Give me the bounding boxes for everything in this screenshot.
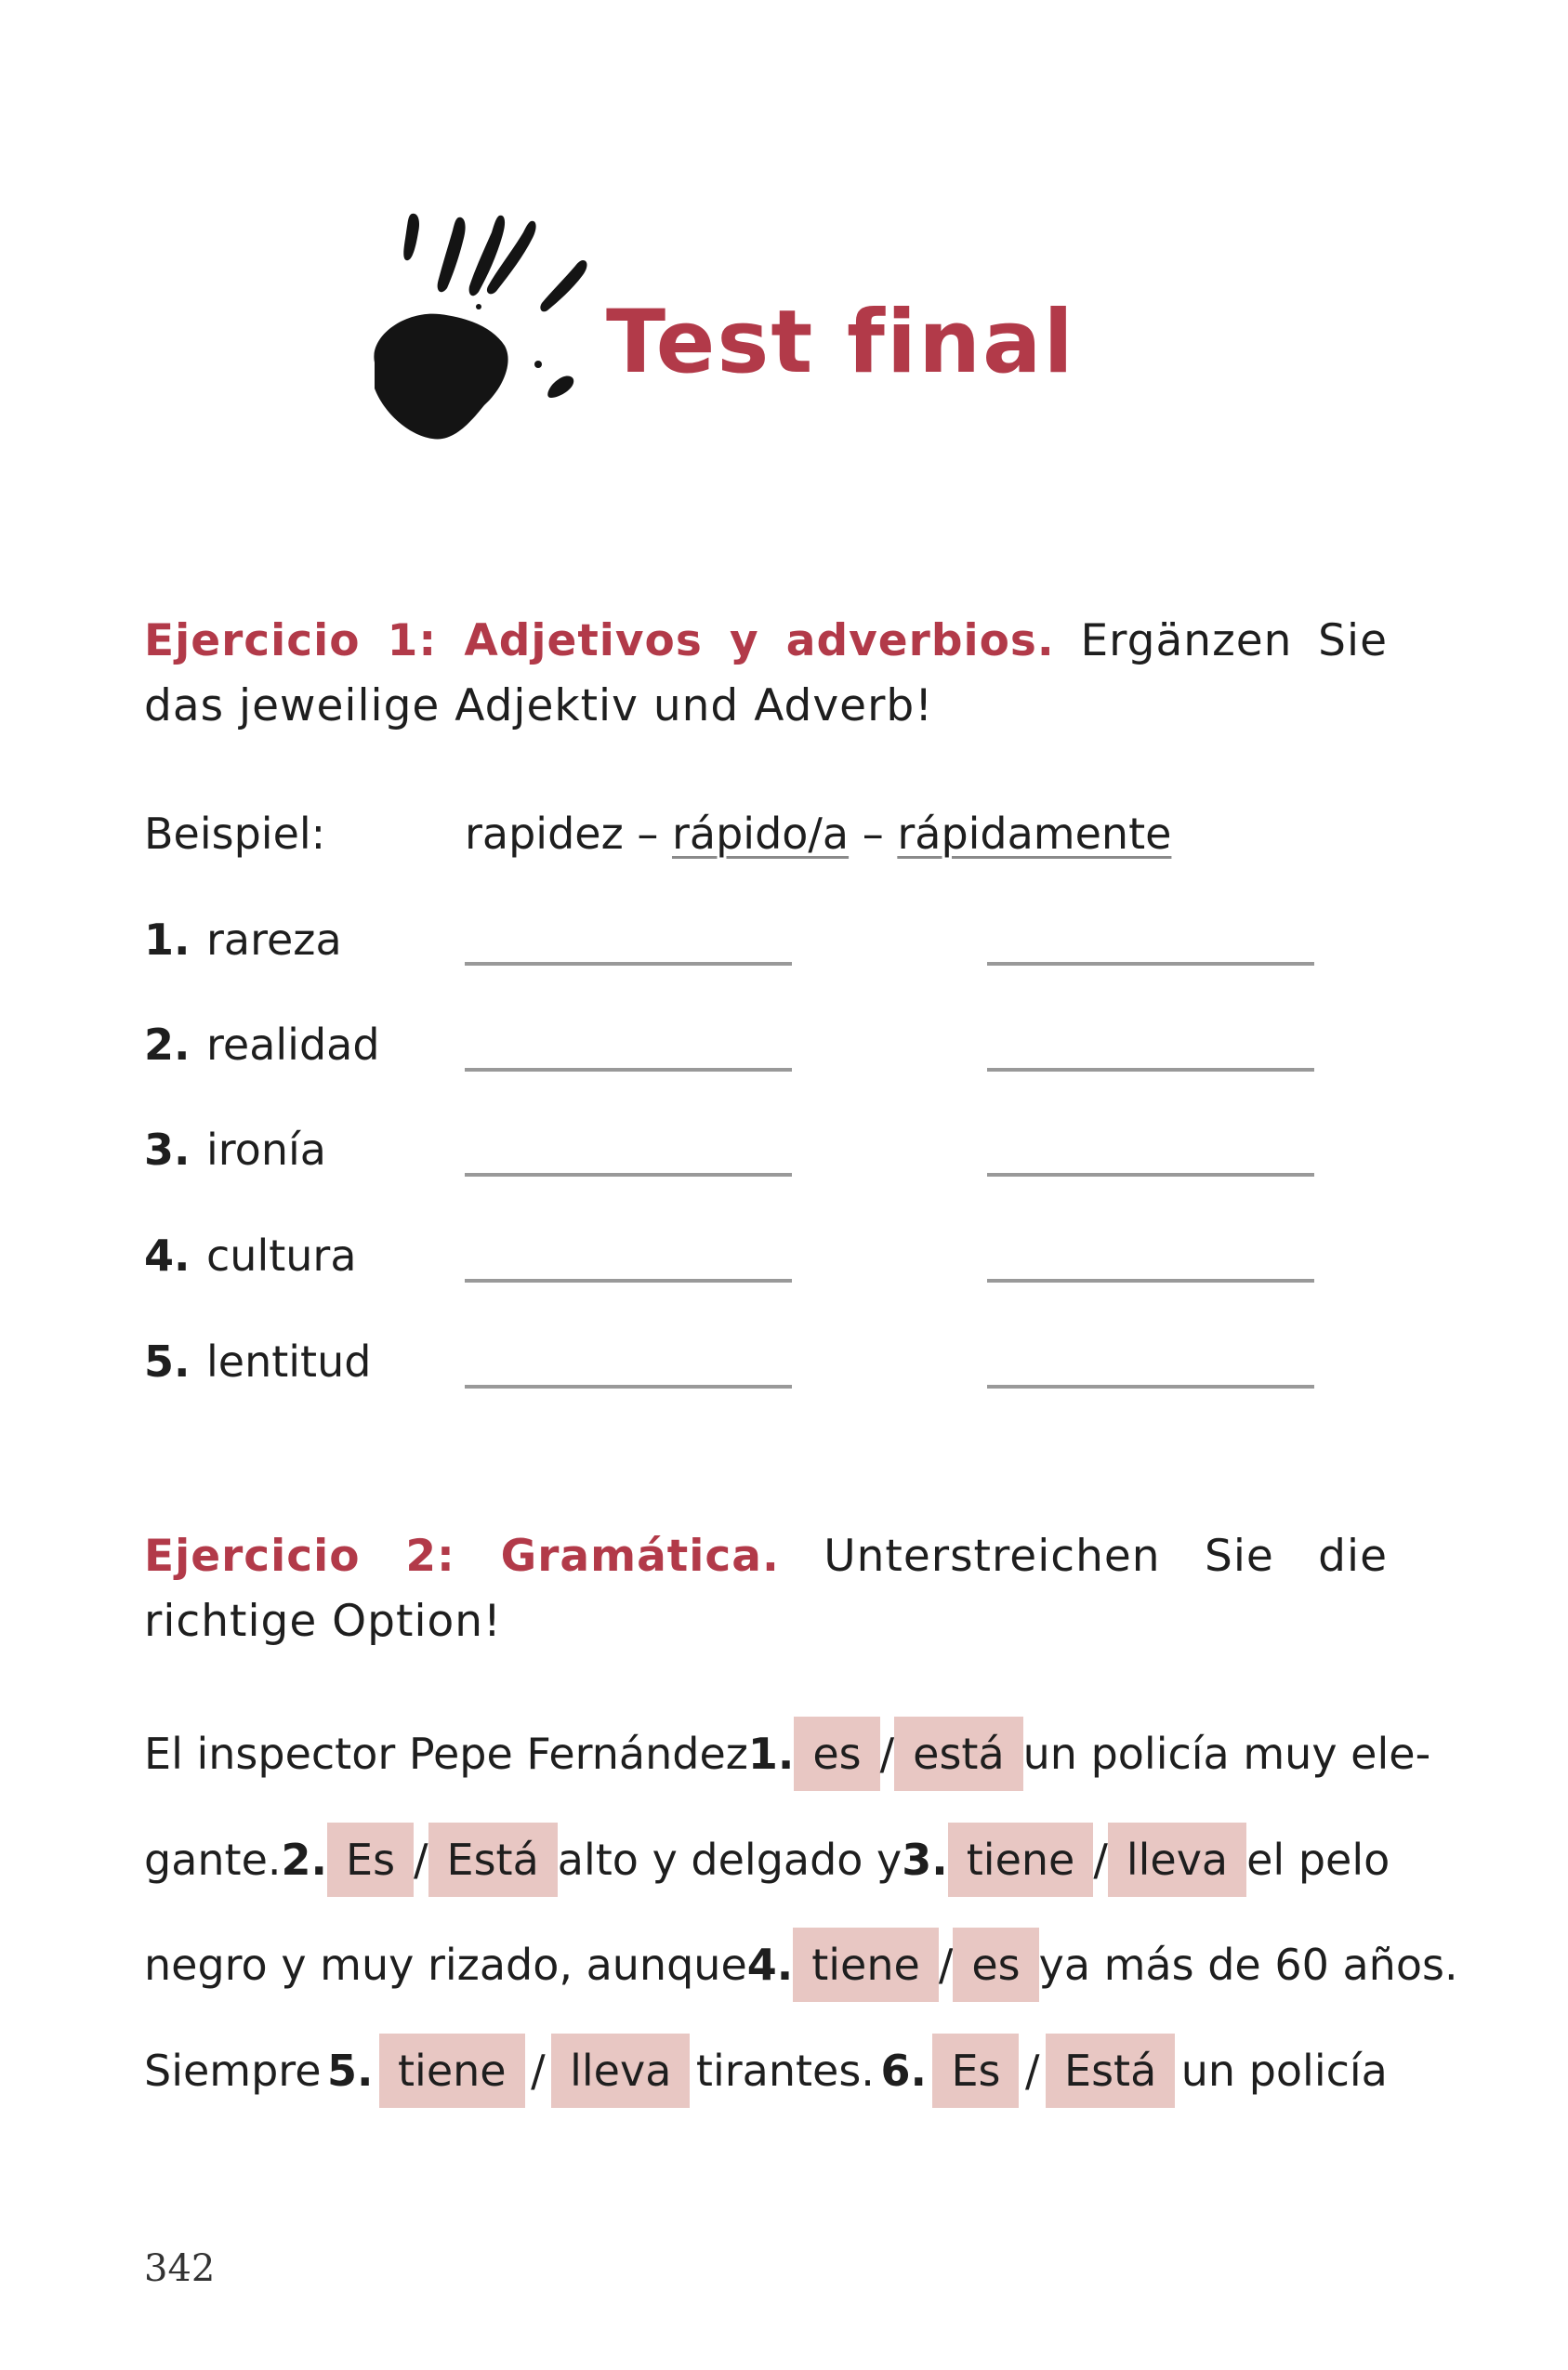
question-number: 4. (746, 1940, 794, 1990)
text-segment: Siempre (144, 2046, 322, 2096)
example-noun: rapidez (465, 809, 624, 859)
exercise-2-heading (144, 1524, 1388, 1654)
text-segment: un policía muy ele- (1022, 1729, 1431, 1779)
example-answer (465, 809, 1172, 859)
adjective-blank[interactable] (465, 1173, 792, 1177)
paragraph-line (144, 1717, 1431, 1791)
text-segment: tirantes. (695, 2046, 875, 2096)
example-dash: – (637, 809, 659, 859)
option-tiene[interactable]: tiene (948, 1823, 1094, 1897)
question-number: 5. (327, 2046, 374, 2096)
paragraph-line (144, 1823, 1388, 1897)
option-es[interactable]: Es (932, 2034, 1019, 2108)
option-tiene[interactable]: tiene (379, 2034, 525, 2108)
item-word: realidad (206, 1020, 380, 1070)
item-word: lentitud (206, 1336, 372, 1387)
adjective-blank[interactable] (465, 1279, 792, 1283)
option-es[interactable]: Es (327, 1823, 414, 1897)
option-esta[interactable]: Está (428, 1823, 558, 1897)
text-segment: el pelo (1246, 1835, 1390, 1885)
item-word: rareza (206, 915, 342, 965)
adverb-blank[interactable] (987, 962, 1314, 966)
exercise-1-title: Ejercicio 1: Adjetivos y adverbios. (144, 615, 1055, 666)
adjective-blank[interactable] (465, 962, 792, 966)
option-tiene[interactable]: tiene (793, 1928, 939, 2002)
item-number: 4. (144, 1231, 191, 1281)
question-number: 3. (902, 1835, 948, 1885)
question-number: 6. (880, 2046, 927, 2096)
text-segment: El inspector Pepe Fernández (144, 1729, 748, 1779)
option-separator: / (1024, 2046, 1040, 2096)
adverb-blank[interactable] (987, 1173, 1314, 1177)
option-es[interactable]: es (953, 1928, 1038, 2002)
item-word: ironía (206, 1125, 326, 1175)
page-title: Test final (606, 292, 1075, 393)
option-es[interactable]: es (794, 1717, 879, 1791)
item-number: 3. (144, 1125, 191, 1175)
option-separator: / (531, 2046, 546, 2096)
paragraph-line (144, 2034, 1388, 2108)
item-number: 5. (144, 1336, 191, 1387)
text-segment: negro y muy rizado, aunque (144, 1940, 747, 1990)
option-separator: / (414, 1835, 428, 1885)
question-number: 2. (281, 1835, 327, 1885)
example-dash: – (862, 809, 884, 859)
adjective-blank[interactable] (465, 1385, 792, 1389)
handprint-logo (367, 206, 604, 450)
exercise-1-instruction: Ergänzen Sie das jeweilige Adjektiv und Adverb! (144, 615, 1388, 731)
exercise-1-heading (144, 609, 1388, 739)
adverb-blank[interactable] (987, 1068, 1314, 1072)
adjective-blank[interactable] (465, 1068, 792, 1072)
question-number: 1. (747, 1729, 795, 1779)
text-segment: un policía (1180, 2046, 1388, 2096)
example-adverb: rápidamente (897, 809, 1172, 859)
example-adjective: rápido/a (671, 809, 850, 859)
exercise-2-title: Ejercicio 2: Gramática. (144, 1531, 780, 1582)
item-number: 2. (144, 1020, 191, 1070)
item-number: 1. (144, 915, 191, 965)
option-lleva[interactable]: lleva (1108, 1823, 1246, 1897)
option-separator: / (879, 1729, 895, 1779)
text-segment: gante. (144, 1835, 282, 1885)
text-segment: alto y delgado y (557, 1835, 903, 1885)
example-label: Beispiel: (144, 809, 326, 859)
adverb-blank[interactable] (987, 1279, 1314, 1283)
option-esta[interactable]: Está (1046, 2034, 1175, 2108)
paragraph-line (144, 1928, 1458, 2002)
exercise-2-instruction: Unterstreichen Sie die richtige Option! (144, 1531, 1388, 1647)
text-segment: ya más de 60 años. (1038, 1940, 1458, 1990)
option-separator: / (1093, 1835, 1108, 1885)
item-word: cultura (206, 1231, 357, 1281)
option-lleva[interactable]: lleva (551, 2034, 690, 2108)
option-separator: / (938, 1940, 954, 1990)
page-number: 342 (144, 2247, 216, 2290)
option-esta[interactable]: está (894, 1717, 1023, 1791)
adverb-blank[interactable] (987, 1385, 1314, 1389)
